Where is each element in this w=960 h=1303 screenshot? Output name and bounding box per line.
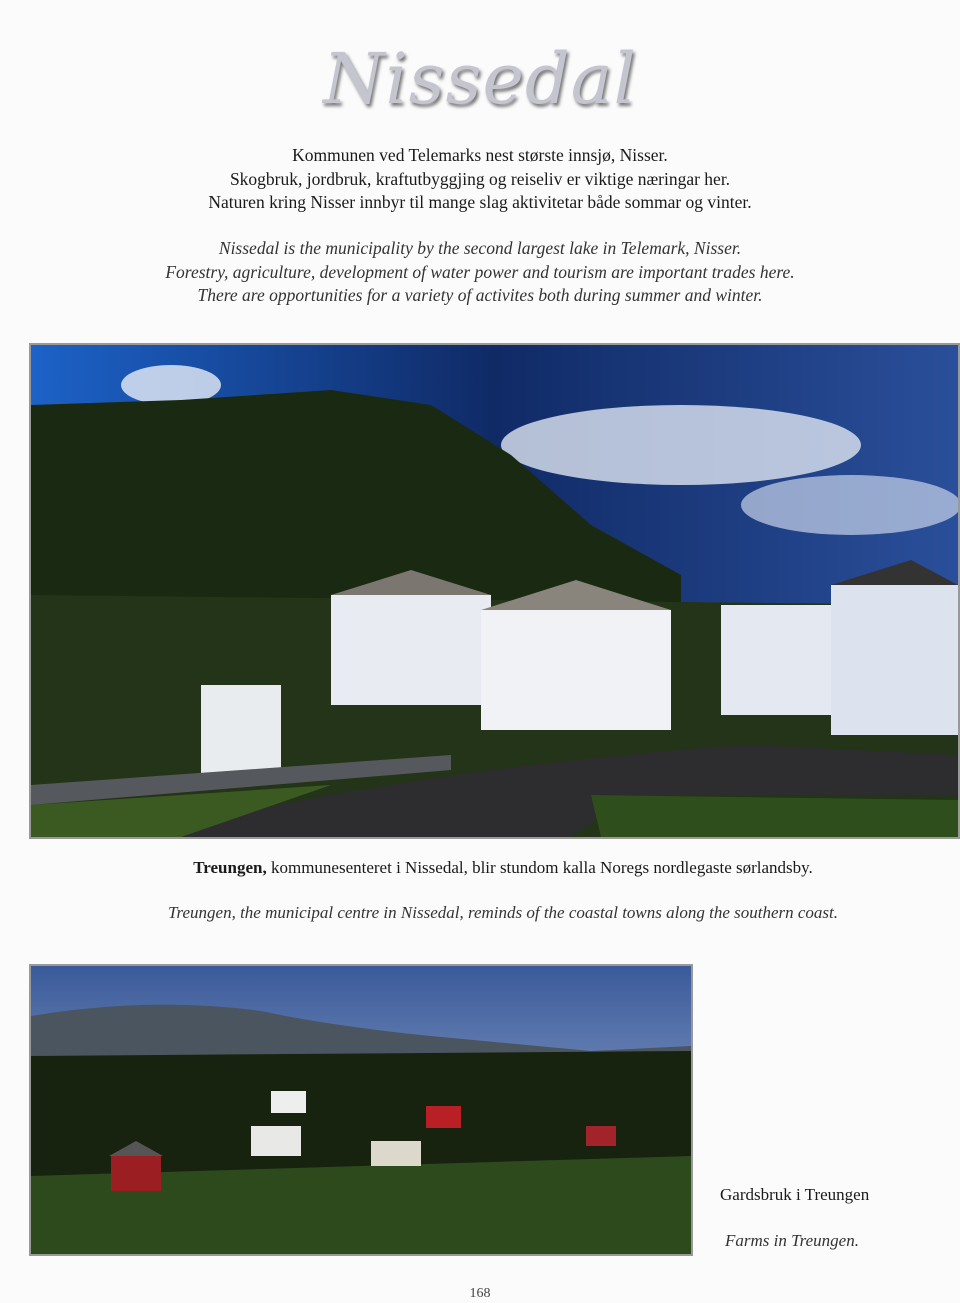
intro-norwegian — [0, 144, 960, 215]
page-title: Nissedal — [323, 38, 637, 120]
caption-rest: kommunesenteret i Nissedal, blir stundom kalla Noregs nordlegaste sørlandsby. — [266, 858, 813, 877]
intro-english — [0, 237, 960, 308]
photo-farms — [29, 964, 693, 1256]
caption-bold: Treungen, — [193, 858, 267, 877]
caption-farms-no: Gardsbruk i Treungen — [720, 1185, 870, 1204]
caption-treungen-no — [0, 858, 960, 878]
page-number: 168 — [469, 1286, 491, 1301]
photo-treungen-village — [29, 343, 960, 839]
intro-line: Nissedal is the municipality by the second largest lake in Telemark, Nisser. — [218, 238, 742, 258]
intro-line: Forestry, agriculture, development of water power and tourism are important trades here. — [165, 261, 795, 282]
caption-treungen-en: Treungen, the municipal centre in Nissedal, reminds of the coastal towns along the southern coast. — [167, 903, 839, 922]
intro-line: Skogbruk, jordbruk, kraftutbyggjing og reiseliv er viktige næringar her. — [229, 168, 731, 189]
intro-line: Naturen kring Nisser innbyr til mange slag aktivitetar både sommar og vinter. — [208, 192, 752, 212]
intro-line: There are opportunities for a variety of activites both during summer and winter. — [197, 285, 763, 305]
caption-farms-en: Farms in Treungen. — [725, 1231, 859, 1250]
intro-line: Kommunen ved Telemarks nest største innsjø, Nisser. — [292, 145, 668, 165]
